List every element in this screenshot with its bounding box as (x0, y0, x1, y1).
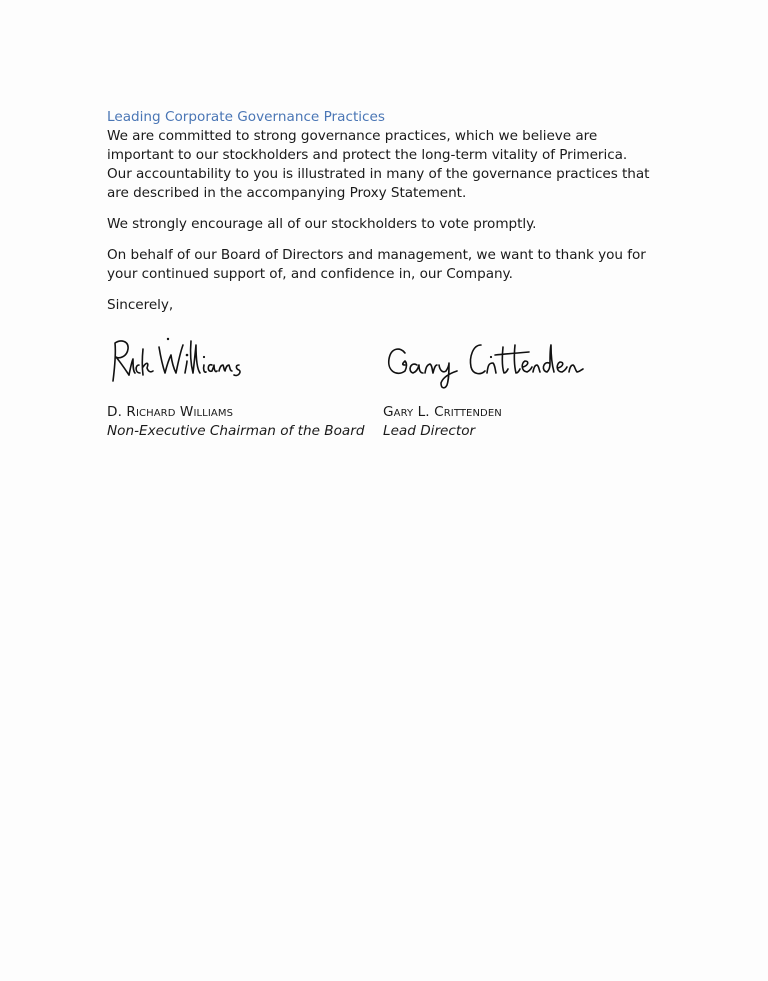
letter-body (107, 108, 652, 327)
thanks-paragraph: On behalf of our Board of Directors and management, we want to thank you for your continued support of, and confidence in, our Company. (107, 247, 646, 282)
signatory-name: D. Richard Williams (107, 404, 234, 420)
vote-paragraph: We strongly encourage all of our stockholders to vote promptly. (107, 216, 537, 232)
governance-paragraph: We are committed to strong governance practices, which we believe are important to our stockholders and protect the long-term vitality of Primerica. Our accountability to you is illustrated in many of the governance practices that are described in the accompanying Proxy Statement. (107, 128, 650, 201)
signature-williams-image (107, 335, 257, 393)
signatory-name: Gary L. Crittenden (383, 404, 502, 420)
section-heading: Leading Corporate Governance Practices (107, 109, 385, 125)
signatory-title: Non-Executive Chairman of the Board (107, 423, 365, 439)
signature-block-williams (107, 335, 367, 441)
signature-block-crittenden (383, 335, 643, 441)
signature-crittenden-image (383, 335, 613, 393)
closing: Sincerely, (107, 297, 174, 313)
signatory-title: Lead Director (383, 423, 476, 439)
